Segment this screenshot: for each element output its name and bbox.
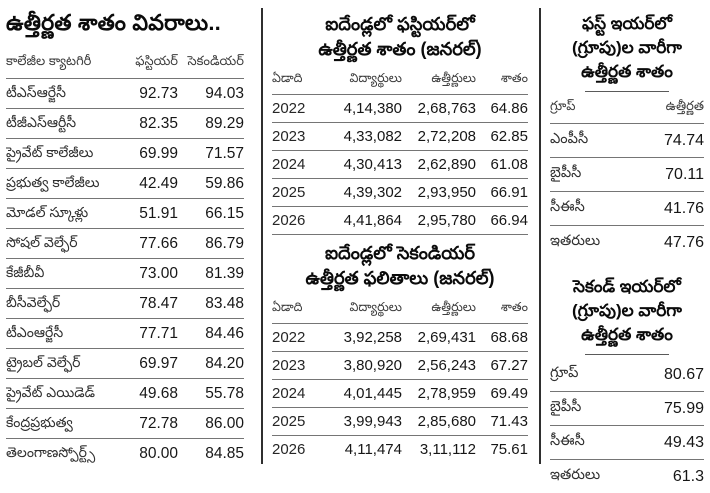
table-row [6,198,244,228]
passed-cell: 2,62,890 [402,156,476,173]
percent-cell: 75.99 [664,400,704,418]
table-row [550,425,704,459]
table-title [272,12,528,62]
column-header-students: విద్యార్థులు [318,71,402,89]
students-cell: 4,01,445 [318,385,402,402]
passed-cell: 3,11,112 [402,441,476,458]
column-header-year: ఏడాది [272,71,318,89]
category-cell: కేజీబీవీ [6,264,120,284]
year-cell: 2023 [272,128,318,145]
percent-cell: 70.11 [665,166,704,184]
five-year-results-column [272,6,528,463]
percent-cell: 64.86 [476,100,528,117]
first-year-cell: 78.47 [120,295,178,313]
year-cell: 2026 [272,441,318,458]
table-row [6,438,244,468]
title-rule [585,354,669,355]
column-header-first-year: ఫస్టియర్ [120,53,178,72]
students-cell: 3,80,920 [318,357,402,374]
table-header [272,62,528,94]
second-year-group-table [550,275,704,493]
passed-cell: 2,85,680 [402,413,476,430]
year-cell: 2024 [272,385,318,402]
percent-cell: 80.67 [664,366,704,384]
table-title-line: ఉత్తీర్ణత శాతం [550,323,704,347]
table-row [272,323,528,351]
percent-cell: 61.08 [476,156,528,173]
year-cell: 2025 [272,184,318,201]
second-year-cell: 55.78 [178,385,244,403]
passed-cell: 2,72,208 [402,128,476,145]
column-divider [539,8,541,464]
percent-cell: 49.43 [664,434,704,452]
students-cell: 4,30,413 [318,156,402,173]
year-cell: 2023 [272,357,318,374]
first-year-cell: 77.71 [120,325,178,343]
first-year-cell: 72.78 [120,415,178,433]
percent-cell: 62.85 [476,128,528,145]
category-cell: టీఎంఆర్జేసీ [6,324,120,344]
second-year-cell: 84.20 [178,355,244,373]
table-header [6,53,244,78]
second-year-cell: 86.79 [178,235,244,253]
passed-cell: 2,69,431 [402,329,476,346]
group-cell: ఎంపీసీ [550,131,588,151]
group-cell: సీఈసీ [550,199,585,219]
percent-cell: 71.43 [476,413,528,430]
category-cell: సోషల్ వెల్ఫేర్ [6,234,120,254]
table-title [272,241,528,291]
table-title-line: ఉత్తీర్ణత ఫలితాలు (జనరల్) [272,266,528,291]
table-title-line: సెకండ్ ఇయర్‌లో [550,275,704,299]
table-row [6,138,244,168]
second-year-cell: 83.48 [178,295,244,313]
table-row [6,78,244,108]
first-year-cell: 92.73 [120,85,178,103]
students-cell: 3,99,943 [318,413,402,430]
column-header-group: గ్రూప్ [550,98,576,117]
table-title [550,12,704,84]
percent-cell: 75.61 [476,441,528,458]
percent-cell: 68.68 [476,329,528,346]
table-row [272,94,528,122]
percent-cell: 66.91 [476,184,528,201]
column-header-passed: ఉత్తీర్ణులు [402,71,476,89]
first-year-cell: 80.00 [120,445,178,463]
second-year-cell: 84.85 [178,445,244,463]
first-year-five-year-table [272,12,528,235]
first-year-cell: 69.99 [120,145,178,163]
second-year-cell: 89.29 [178,115,244,133]
first-year-cell: 69.97 [120,355,178,373]
table-row [550,391,704,425]
second-year-cell: 94.03 [178,85,244,103]
category-cell: ప్రైవేట్ ఎయిడెడ్ [6,384,120,404]
table-header [550,95,704,123]
category-cell: తెలంగాణస్పోర్ట్స్ [6,444,120,464]
category-cell: ట్రైబల్ వెల్ఫేర్ [6,354,120,374]
second-year-cell: 86.00 [178,415,244,433]
table-row [272,407,528,435]
table-row [550,459,704,493]
second-year-cell: 59.86 [178,175,244,193]
table-row [272,379,528,407]
table-title-line: ఐదేండ్లలో సెకండియర్ [272,241,528,266]
table-row [6,228,244,258]
category-cell: టీఎస్ఆర్జేసీ [6,84,120,104]
table-row [6,348,244,378]
first-year-cell: 49.68 [120,385,178,403]
table-row [6,408,244,438]
group-wise-column [550,12,704,493]
year-cell: 2022 [272,329,318,346]
students-cell: 4,33,082 [318,128,402,145]
table-row [272,150,528,178]
page-title: ఉత్తీర్ణత శాతం వివరాలు.. [6,10,244,41]
students-cell: 4,14,380 [318,100,402,117]
year-cell: 2026 [272,212,318,229]
column-header-passed: ఉత్తీర్ణులు [402,300,476,318]
table-row [550,358,704,391]
table-row [550,157,704,191]
column-header-students: విద్యార్థులు [318,300,402,318]
category-cell: టీజీఎస్ఆర్టీసీ [6,114,120,134]
table-title-line: ఉత్తీర్ణత శాతం (జనరల్) [272,37,528,62]
column-header-year: ఏడాది [272,300,318,318]
year-cell: 2025 [272,413,318,430]
table-header [272,291,528,323]
group-cell: ఇతరులు [550,467,600,487]
table-row [272,206,528,234]
percent-cell: 66.94 [476,212,528,229]
title-rule [585,91,669,92]
first-year-group-table [550,12,704,259]
second-year-cell: 84.46 [178,325,244,343]
percent-cell: 67.27 [476,357,528,374]
first-year-cell: 73.00 [120,265,178,283]
column-header-percent: శాతం [476,300,528,318]
table-row [6,378,244,408]
category-cell: ప్రభుత్వ కాలేజీలు [6,174,120,194]
year-cell: 2024 [272,156,318,173]
group-cell: సీఈసీ [550,433,585,453]
column-divider [261,8,263,464]
category-cell: మోడల్ స్కూళ్లు [6,204,120,224]
passed-cell: 2,56,243 [402,357,476,374]
students-cell: 4,41,864 [318,212,402,229]
passed-cell: 2,95,780 [402,212,476,229]
table-row [6,288,244,318]
students-cell: 4,11,474 [318,441,402,458]
percent-cell: 61.3 [673,468,704,486]
passed-cell: 2,78,959 [402,385,476,402]
first-year-cell: 42.49 [120,175,178,193]
second-year-cell: 71.57 [178,145,244,163]
table-row [550,123,704,157]
passed-cell: 2,93,950 [402,184,476,201]
group-cell: ఇతరులు [550,233,600,253]
group-cell: బైపీసీ [550,165,581,185]
table-title-line: (గ్రూపు)ల వారీగా [550,299,704,323]
second-year-cell: 81.39 [178,265,244,283]
percent-cell: 74.74 [664,132,704,150]
first-year-cell: 82.35 [120,115,178,133]
students-cell: 3,92,258 [318,329,402,346]
table-row [272,178,528,206]
table-title-line: (గ్రూపు)ల వారీగా [550,36,704,60]
column-header-second-year: సెకండియర్ [178,53,244,72]
table-row [272,122,528,150]
table-row [6,258,244,288]
table-title-line: ఫస్ట్ ఇయర్‌లో [550,12,704,36]
percent-cell: 69.49 [476,385,528,402]
first-year-cell: 51.91 [120,205,178,223]
second-year-cell: 66.15 [178,205,244,223]
table-row [272,351,528,379]
column-header-pass: ఉత్తీర్ణత [666,98,704,117]
passed-cell: 2,68,763 [402,100,476,117]
percent-cell: 47.76 [664,234,704,252]
table-row [550,225,704,259]
category-pass-table [6,6,244,468]
category-cell: ప్రైవేట్ కాలేజీలు [6,144,120,164]
table-title [550,275,704,347]
table-row [6,168,244,198]
students-cell: 4,39,302 [318,184,402,201]
table-row [550,191,704,225]
table-row [6,318,244,348]
year-cell: 2022 [272,100,318,117]
percent-cell: 41.76 [664,200,704,218]
second-year-five-year-table [272,241,528,463]
category-cell: కేంద్రప్రభుత్వ [6,414,120,434]
table-title-line: ఐదేండ్లలో ఫస్టియర్‌లో [272,12,528,37]
table-row [272,435,528,463]
table-title-line: ఉత్తీర్ణత శాతం [550,60,704,84]
column-header-category: కాలేజీల క్యాటగిరీ [6,53,120,72]
column-header-percent: శాతం [476,71,528,89]
category-cell: బీసీవెల్ఫేర్ [6,294,120,314]
first-year-cell: 77.66 [120,235,178,253]
table-row [6,108,244,138]
group-cell: గ్రూప్ [550,365,578,385]
group-cell: బైపీసీ [550,399,581,419]
